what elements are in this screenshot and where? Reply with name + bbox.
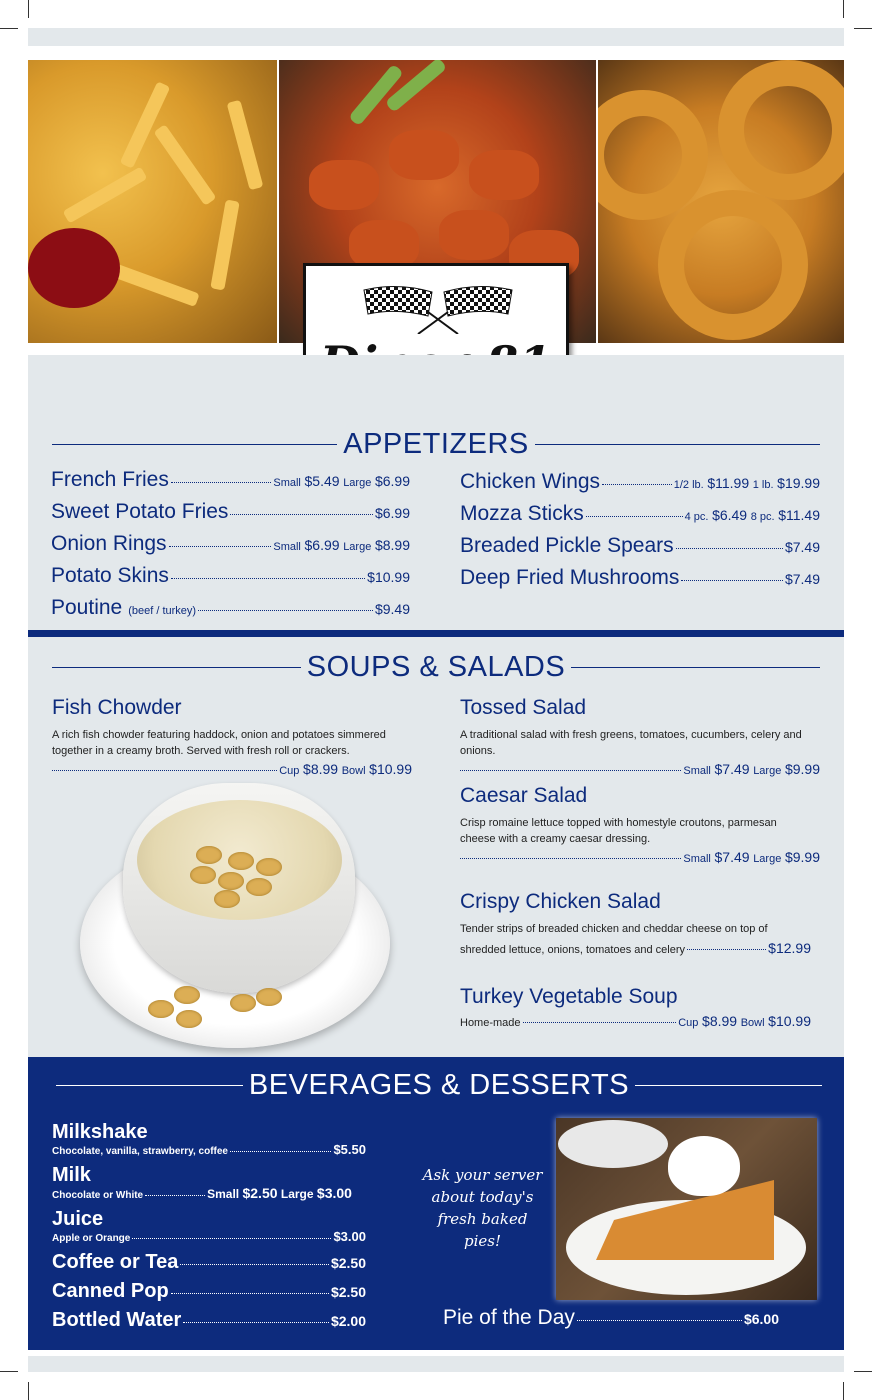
turkey-soup-price-row: Home-made Cup $8.99 Bowl $10.99 <box>460 1013 811 1029</box>
crispy-chicken-salad-price-row: shredded lettuce, onions, tomatoes and celery $12.99 <box>460 940 811 956</box>
menu-item-deep-fried-mushrooms: Deep Fried Mushrooms $7.49 <box>460 566 820 589</box>
beverages-heading <box>56 1069 822 1102</box>
milkshake-row: Chocolate, vanilla, strawberry, coffee $5.50 <box>52 1142 366 1157</box>
checkered-flags-icon <box>358 282 518 334</box>
crop-mark <box>843 1382 844 1400</box>
tossed-salad-desc: A traditional salad with fresh greens, tomatoes, cucumbers, celery and onions. <box>460 729 802 757</box>
juice-title: Juice <box>52 1208 104 1230</box>
soups-salads-title: SOUPS & SALADS <box>306 651 566 683</box>
french-fries-photo <box>28 60 277 343</box>
crop-mark <box>843 0 844 18</box>
juice-row: Apple or Orange $3.00 <box>52 1229 366 1244</box>
onion-rings-photo <box>598 60 844 343</box>
crispy-chicken-salad-desc: Tender strips of breaded chicken and cheddar cheese on top of <box>460 923 768 935</box>
caesar-salad-title: Caesar Salad <box>460 784 588 807</box>
crop-mark <box>0 28 18 29</box>
menu-item-potato-skins: Potato Skins $10.99 <box>51 564 410 587</box>
menu-item-breaded-pickle-spears: Breaded Pickle Spears $7.49 <box>460 534 820 557</box>
coffee-tea-row: Coffee or Tea $2.50 <box>52 1251 366 1273</box>
menu-item-french-fries: French Fries Small $5.49 Large $6.99 <box>51 468 410 491</box>
milk-title: Milk <box>52 1164 91 1186</box>
pie-note: Ask your server about today's fresh baked pies! <box>422 1166 543 1250</box>
soups-salads-heading <box>52 651 820 684</box>
caesar-salad-desc: Crisp romaine lettuce topped with homestyle croutons, parmesan cheese with a creamy caesar dressing. <box>460 817 777 845</box>
crispy-chicken-salad-title: Crispy Chicken Salad <box>460 890 661 913</box>
crop-mark <box>0 1371 18 1372</box>
menu-item-onion-rings: Onion Rings Small $6.99 Large $8.99 <box>51 532 410 555</box>
pie-photo <box>556 1118 817 1300</box>
crop-mark <box>854 28 872 29</box>
top-band <box>28 28 844 46</box>
fish-chowder-desc: A rich fish chowder featuring haddock, onion and potatoes simmered together in a creamy broth. Served with fresh roll or crackers. <box>52 729 386 757</box>
bottom-band <box>28 1356 844 1372</box>
turkey-soup-title: Turkey Vegetable Soup <box>460 985 678 1008</box>
tossed-salad-price-row: Small $7.49 Large $9.99 <box>460 761 820 777</box>
fish-chowder-price-row: Cup $8.99 Bowl $10.99 <box>52 761 412 777</box>
crop-mark <box>854 1371 872 1372</box>
menu-item-poutine: Poutine (beef / turkey) $9.49 <box>51 596 410 619</box>
menu-item-sweet-potato-fries: Sweet Potato Fries $6.99 <box>51 500 410 523</box>
tossed-salad-title: Tossed Salad <box>460 696 587 719</box>
menu-item-chicken-wings: Chicken Wings 1/2 lb. $11.99 1 lb. $19.99 <box>460 470 820 493</box>
pie-of-the-day-row: Pie of the Day $6.00 <box>443 1306 779 1329</box>
beverages-title: BEVERAGES & DESSERTS <box>248 1069 630 1101</box>
fish-chowder-title: Fish Chowder <box>52 696 182 719</box>
menu-item-mozza-sticks: Mozza Sticks 4 pc. $6.49 8 pc. $11.49 <box>460 502 820 525</box>
appetizers-title: APPETIZERS <box>343 428 529 460</box>
bottled-water-row: Bottled Water $2.00 <box>52 1309 366 1331</box>
section-divider <box>28 630 844 637</box>
milkshake-title: Milkshake <box>52 1121 148 1143</box>
caesar-salad-price-row: Small $7.49 Large $9.99 <box>460 849 820 865</box>
appetizers-heading <box>52 428 820 461</box>
canned-pop-row: Canned Pop $2.50 <box>52 1280 366 1302</box>
crop-mark <box>28 1382 29 1400</box>
crop-mark <box>28 0 29 18</box>
milk-row: Chocolate or White Small $2.50 Large $3.00 <box>52 1185 352 1201</box>
